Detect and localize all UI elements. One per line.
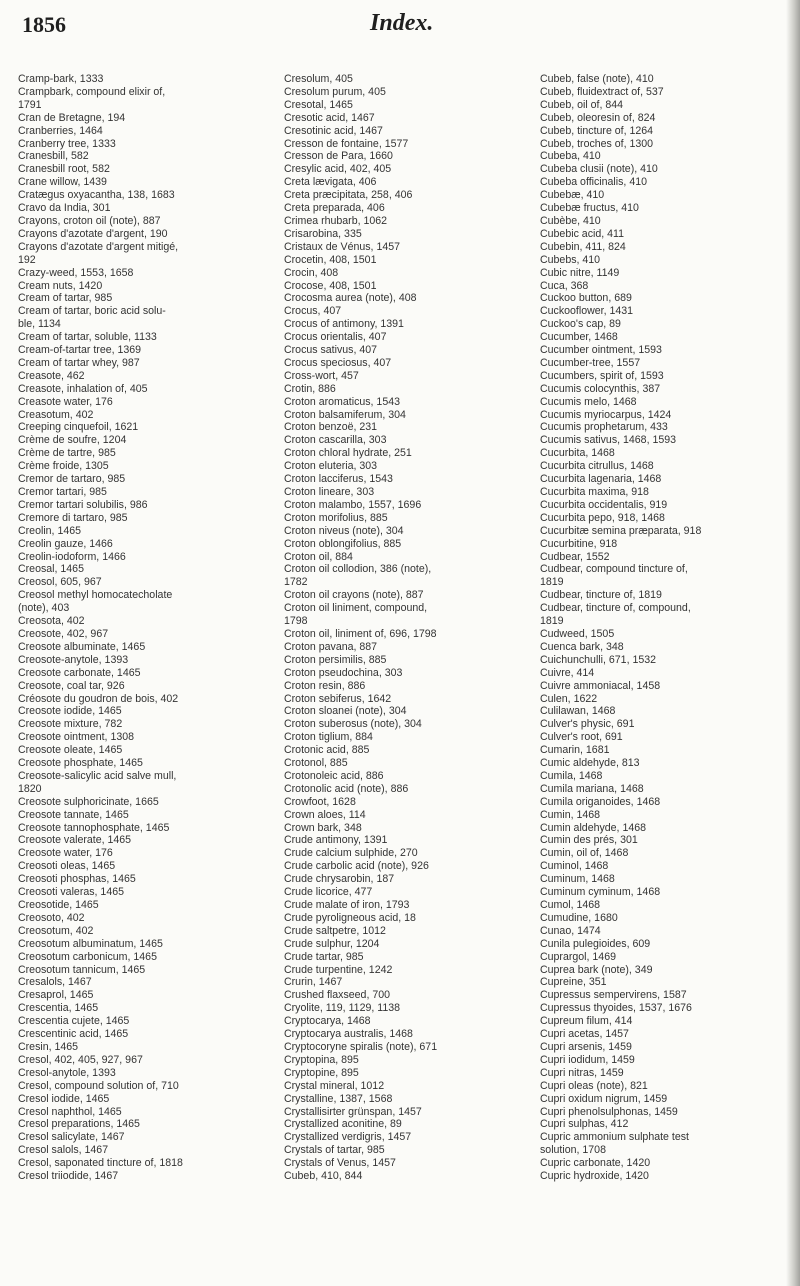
index-entry: Crude antimony, 1391 (284, 834, 388, 847)
index-entry: Crystalline, 1387, 1568 (284, 1092, 393, 1105)
index-entry: Crotonic acid, 885 (284, 744, 370, 757)
index-entry: Crocosma aurea (note), 408 (284, 292, 417, 305)
index-entry: Creosote iodide, 1465 (18, 705, 122, 718)
index-entry: Cuminum, 1468 (540, 873, 615, 886)
index-entry: Crimea rhubarb, 1062 (284, 214, 388, 227)
index-entry: Cranesbill, 582 (18, 150, 89, 163)
index-column-1 (18, 73, 280, 1183)
index-entry: Cubeba clusii (note), 410 (540, 163, 658, 176)
index-entry: Croton benzoë, 231 (284, 421, 378, 434)
index-entry: Cupressus sempervirens, 1587 (540, 989, 687, 1002)
index-entry: Cuckoo's cap, 89 (540, 318, 621, 331)
index-entry: Cresol, saponated tincture of, 1818 (18, 1157, 183, 1170)
index-entry: 1819 (540, 576, 564, 589)
index-entry: Crotin, 886 (284, 382, 336, 395)
index-entry: Cremor tartari, 985 (18, 486, 107, 498)
index-entry: Cupri oxidum nigrum, 1459 (540, 1092, 668, 1105)
index-entry: Cucumis colocynthis, 387 (540, 382, 661, 395)
index-entry: Cudbear, compound tincture of, (540, 563, 688, 576)
index-column-3 (540, 73, 800, 1183)
index-entry: Crocus of antimony, 1391 (284, 318, 404, 331)
index-entry: Croton oil crayons (note), 887 (284, 589, 424, 602)
index-entry: Cuminum cyminum, 1468 (540, 886, 661, 899)
index-entry: Croton cascarilla, 303 (284, 434, 387, 447)
index-entry: Creosotide, 1465 (18, 899, 99, 911)
index-entry: Cumudine, 1680 (540, 911, 618, 924)
index-entry: Cucurbitine, 918 (540, 537, 618, 550)
index-entry: Cryptopina, 895 (284, 1053, 359, 1066)
page-number: 1856 (22, 12, 66, 37)
index-entry: Cubebic acid, 411 (540, 227, 625, 240)
index-entry: Croton chloral hydrate, 251 (284, 447, 412, 460)
index-entry: Cucumbers, spirit of, 1593 (540, 369, 664, 382)
index-entry: Crude pyroligneous acid, 18 (284, 911, 416, 924)
index-entry: Crocus sativus, 407 (284, 344, 378, 357)
index-entry: Cryptocarya, 1468 (284, 1015, 371, 1028)
index-entry: Crescentinic acid, 1465 (18, 1028, 129, 1041)
index-entry: Croton pavana, 887 (284, 640, 378, 653)
index-entry: Croton oil, 884 (284, 550, 353, 563)
index-entry: Cupreine, 351 (540, 976, 607, 989)
page-header (0, 0, 800, 60)
index-column-2 (284, 73, 534, 1183)
index-entry: Cuivre, 414 (540, 666, 595, 679)
index-entry: Creosote carbonate, 1465 (18, 666, 141, 679)
index-entry: Creosote water, 176 (18, 847, 113, 860)
index-entry: Cresol preparations, 1465 (18, 1118, 140, 1131)
index-entry: Cumila origanoides, 1468 (540, 795, 661, 808)
index-entry: Creosote mixture, 782 (18, 718, 123, 731)
index-entry: Crystals of Venus, 1457 (284, 1157, 396, 1170)
index-entry: Crystals of tartar, 985 (284, 1144, 385, 1157)
index-entry: Cresson de fontaine, 1577 (284, 137, 409, 150)
index-entry: Croton aromaticus, 1543 (284, 395, 401, 408)
index-entry: Creosoti oleas, 1465 (18, 860, 116, 873)
index-entry: Cresotal, 1465 (284, 98, 353, 111)
index-entry: Croton sloanei (note), 304 (284, 705, 407, 718)
index-entry: Cuichunchulli, 671, 1532 (540, 653, 657, 666)
index-entry: Cremor tartari solubilis, 986 (18, 498, 148, 511)
index-entry: Crisarobina, 335 (284, 227, 362, 240)
index-entry: Cresol, compound solution of, 710 (18, 1079, 179, 1092)
index-entry: Cucumis sativus, 1468, 1593 (540, 434, 677, 447)
index-entry: Cubeb, fluidextract of, 537 (540, 85, 664, 98)
index-entry: Cresol triiodide, 1467 (18, 1170, 119, 1183)
index-entry: Creosoto, 402 (18, 911, 85, 924)
index-entry: Culver's physic, 691 (540, 718, 635, 731)
index-entry: Cream of tartar whey, 987 (18, 356, 140, 369)
index-entry: Crude calcium sulphide, 270 (284, 847, 418, 860)
index-entry: Cresaprol, 1465 (18, 989, 94, 1002)
index-entry: Cucumis myriocarpus, 1424 (540, 408, 672, 421)
index-entry: Crocus orientalis, 407 (284, 331, 387, 344)
index-entry: Creosotum carbonicum, 1465 (18, 950, 157, 963)
index-entry: Crowfoot, 1628 (284, 795, 356, 808)
index-entry: Culen, 1622 (540, 692, 598, 705)
index-entry: Crampbark, compound elixir of, (18, 85, 166, 98)
index-entry: Crocin, 408 (284, 266, 339, 279)
index-entry: Cupri sulphas, 412 (540, 1118, 629, 1131)
index-entry: Croton tiglium, 884 (284, 731, 373, 744)
index-entry: Cupri acetas, 1457 (540, 1028, 629, 1041)
running-head: Index. (370, 10, 434, 36)
index-entry: Crazy-weed, 1553, 1658 (18, 266, 134, 279)
index-entry: Cucumber, 1468 (540, 331, 618, 344)
index-entry: Crotonolic acid (note), 886 (284, 782, 409, 795)
index-entry: Cuprargol, 1469 (540, 950, 616, 963)
index-entry: Cuenca bark, 348 (540, 640, 624, 653)
index-entry: Crystallized verdigris, 1457 (284, 1131, 412, 1144)
index-entry: Cravo da India, 301 (18, 202, 111, 215)
index-entry: Cumila, 1468 (540, 769, 603, 782)
index-entry: Cupri phenolsulphonas, 1459 (540, 1105, 678, 1118)
index-entry: Cramp-bark, 1333 (18, 73, 104, 85)
index-entry: Crude chrysarobin, 187 (284, 873, 395, 886)
index-entry: solution, 1708 (540, 1144, 606, 1157)
index-entry: Cryptocarya australis, 1468 (284, 1028, 413, 1041)
index-entry: Croton sebiferus, 1642 (284, 692, 392, 705)
index-entry: Crown bark, 348 (284, 821, 362, 834)
index-entry: Crude malate of iron, 1793 (284, 899, 410, 911)
index-entry: Creosote-salicylic acid salve mull, (18, 769, 177, 782)
index-entry: Croton morifolius, 885 (284, 511, 388, 524)
index-entry: Creasote water, 176 (18, 395, 113, 408)
index-entry: Crescentia cujete, 1465 (18, 1015, 130, 1028)
index-entry: Cupressus thyoides, 1537, 1676 (540, 1002, 692, 1015)
index-entry: Cross-wort, 457 (284, 369, 359, 382)
index-entry: Cresolum purum, 405 (284, 85, 386, 98)
index-entry: Crème de tartre, 985 (18, 447, 116, 460)
index-entry: Creosote, 402, 967 (18, 627, 109, 640)
index-entry: Creosota, 402 (18, 615, 85, 628)
index-entry: Crotonol, 885 (284, 757, 348, 770)
index-entry: Creta preparada, 406 (284, 202, 385, 215)
index-entry: Croton balsamiferum, 304 (284, 408, 406, 421)
index-entry: Cubeb, oil of, 844 (540, 98, 624, 111)
index-entry: Cudbear, tincture of, 1819 (540, 589, 662, 602)
index-entry: Cubebin, 411, 824 (540, 240, 626, 253)
index-entry: Cumin, 1468 (540, 808, 601, 821)
index-entry: Cubeb, oleoresin of, 824 (540, 111, 656, 124)
index-entry: Cucurbita, 1468 (540, 447, 615, 460)
index-entry: Crushed flaxseed, 700 (284, 989, 391, 1002)
index-entry: Creosotum, 402 (18, 924, 94, 937)
index-entry: 1782 (284, 576, 308, 589)
index-entry: Cran de Bretagne, 194 (18, 111, 126, 124)
index-entry: Cudbear, tincture of, compound, (540, 602, 691, 615)
index-entry: Creosoti phosphas, 1465 (18, 873, 136, 886)
index-entry: Cucurbita maxima, 918 (540, 486, 649, 498)
index-entry: Cucumis melo, 1468 (540, 395, 637, 408)
index-entry: Cubebæ, 410 (540, 189, 605, 202)
index-entry: Creosote valerate, 1465 (18, 834, 132, 847)
index-entry: Creosoti valeras, 1465 (18, 886, 124, 899)
index-entry: Croton pseudochina, 303 (284, 666, 403, 679)
index-entry: Croton suberosus (note), 304 (284, 718, 422, 731)
index-entry: Croton lacciferus, 1543 (284, 473, 393, 486)
index-entry: Cudbear, 1552 (540, 550, 610, 563)
index-entry: Cubeba, 410 (540, 150, 601, 163)
index-entry: Crude turpentine, 1242 (284, 963, 393, 976)
index-entry: Crurin, 1467 (284, 976, 343, 989)
index-entry: Crème de soufre, 1204 (18, 434, 127, 447)
index-entry: Creasote, inhalation of, 405 (18, 382, 148, 395)
index-entry: Cumarin, 1681 (540, 744, 610, 757)
index-entry: Cresin, 1465 (18, 1040, 79, 1053)
index-entry: Crystal mineral, 1012 (284, 1079, 385, 1092)
index-entry: Cupri arsenis, 1459 (540, 1040, 632, 1053)
index-entry: Creosotum albuminatum, 1465 (18, 937, 163, 950)
index-entry: Creosotum tannicum, 1465 (18, 963, 146, 976)
index-entry: Cresol salols, 1467 (18, 1144, 109, 1157)
index-entry: Cucurbitæ semina præparata, 918 (540, 524, 702, 537)
index-entry: Cucumber ointment, 1593 (540, 344, 662, 357)
index-entry: Cubeb, tincture of, 1264 (540, 124, 654, 137)
index-entry: Cratægus oxyacantha, 138, 1683 (18, 189, 175, 202)
index-entry: 1798 (284, 615, 308, 628)
index-entry: Crocus, 407 (284, 305, 342, 318)
index-entry: Creosote sulphoricinate, 1665 (18, 795, 159, 808)
index-entry: Crotonoleic acid, 886 (284, 769, 384, 782)
index-entry: Cremore di tartaro, 985 (18, 511, 128, 524)
index-entry: Cumin, oil of, 1468 (540, 847, 629, 860)
index-entry: Cream nuts, 1420 (18, 279, 103, 292)
index-entry: Crocus speciosus, 407 (284, 356, 392, 369)
index-entry: Cuckoo button, 689 (540, 292, 632, 305)
index-entry: Cubeb, false (note), 410 (540, 73, 654, 85)
index-entry: Cranberries, 1464 (18, 124, 103, 137)
index-entry: Crystallized aconitine, 89 (284, 1118, 402, 1131)
index-entry: Creosote oleate, 1465 (18, 744, 123, 757)
index-entry: Cubeba officinalis, 410 (540, 176, 647, 189)
index-entry: Cucurbita pepo, 918, 1468 (540, 511, 665, 524)
index-entry: Cucumber-tree, 1557 (540, 356, 641, 369)
index-entry: Crude saltpetre, 1012 (284, 924, 386, 937)
index-entry: Cumol, 1468 (540, 899, 601, 911)
index-entry: Crocetin, 408, 1501 (284, 253, 377, 266)
index-entry: Crayons d'azotate d'argent mitigé, (18, 240, 179, 253)
index-entry: Cubebæ fructus, 410 (540, 202, 639, 215)
index-entry: Cupri oleas (note), 821 (540, 1079, 648, 1092)
index-entry: Crème froide, 1305 (18, 460, 109, 473)
index-entry: Cuprea bark (note), 349 (540, 963, 653, 976)
index-entry: Cristaux de Vénus, 1457 (284, 240, 401, 253)
index-entry: Creosote tannophosphate, 1465 (18, 821, 170, 834)
index-entry: Cubèbe, 410 (540, 214, 601, 227)
index-entry: Creosol methyl homocatecholate (18, 589, 173, 602)
index-entry: Crude sulphur, 1204 (284, 937, 380, 950)
index-entry: Creosote-anytole, 1393 (18, 653, 129, 666)
index-entry: Cupric hydroxide, 1420 (540, 1170, 649, 1183)
index-entry: Croton malambo, 1557, 1696 (284, 498, 422, 511)
index-entry: Cresalols, 1467 (18, 976, 92, 989)
index-entry: 1820 (18, 782, 42, 795)
index-entry: Creolin-iodoform, 1466 (18, 550, 126, 563)
index-entry: Cremor de tartaro, 985 (18, 473, 126, 486)
index-entry: Creasote, 462 (18, 369, 85, 382)
index-entry: Crown aloes, 114 (284, 808, 366, 821)
index-entry: Croton persimilis, 885 (284, 653, 387, 666)
index-entry: Creasotum, 402 (18, 408, 94, 421)
index-entry: Cubeb, 410, 844 (284, 1170, 363, 1183)
index-entry: Cucurbita lagenaria, 1468 (540, 473, 662, 486)
index-entry: Cryolite, 119, 1129, 1138 (284, 1002, 401, 1015)
index-entry: Cranesbill root, 582 (18, 163, 110, 176)
index-entry: Croton eluteria, 303 (284, 460, 378, 473)
index-entry: Cryptocoryne spiralis (note), 671 (284, 1040, 438, 1053)
index-entry: Cuckooflower, 1431 (540, 305, 634, 318)
index-entry: Crude carbolic acid (note), 926 (284, 860, 429, 873)
index-entry: Cunila pulegioides, 609 (540, 937, 651, 950)
index-entry: Creolin, 1465 (18, 524, 82, 537)
index-entry: Crude licorice, 477 (284, 886, 373, 899)
index-entry: Cranberry tree, 1333 (18, 137, 116, 150)
index-entry: Creeping cinquefoil, 1621 (18, 421, 139, 434)
index-entry: Cresol naphthol, 1465 (18, 1105, 122, 1118)
index-entry: Creosote, coal tar, 926 (18, 679, 125, 692)
index-entry: Creosote ointment, 1308 (18, 731, 135, 744)
index-entry: Creosal, 1465 (18, 563, 84, 576)
index-entry: Cuminol, 1468 (540, 860, 609, 873)
index-entry: Crude tartar, 985 (284, 950, 364, 963)
index-entry: Cream-of-tartar tree, 1369 (18, 344, 142, 357)
index-entry: Crane willow, 1439 (18, 176, 107, 189)
index-entry: Cupri iodidum, 1459 (540, 1053, 635, 1066)
index-entry: Culver's root, 691 (540, 731, 623, 744)
index-entry: Cupreum filum, 414 (540, 1015, 633, 1028)
index-entry: Crocose, 408, 1501 (284, 279, 377, 292)
index-entry: Croton oil, liniment of, 696, 1798 (284, 627, 437, 640)
index-entry: Creosote phosphate, 1465 (18, 757, 143, 770)
index-entry: Cresol-anytole, 1393 (18, 1066, 116, 1079)
index-entry: 192 (18, 253, 36, 266)
index-entry: Crayons, croton oil (note), 887 (18, 214, 161, 227)
index-entry: Culilawan, 1468 (540, 705, 616, 718)
index-entry: (note), 403 (18, 602, 70, 615)
index-entry: Croton resin, 886 (284, 679, 366, 692)
index-entry: Croton oil liniment, compound, (284, 602, 428, 615)
index-entry: Cresol salicylate, 1467 (18, 1131, 125, 1144)
index-entry: Cupric ammonium sulphate test (540, 1131, 689, 1144)
index-entry: Crystallisirter grünspan, 1457 (284, 1105, 422, 1118)
index-entry: 1791 (18, 98, 42, 111)
index-entry: Creta præcipitata, 258, 406 (284, 189, 413, 202)
index-entry: Cresson de Para, 1660 (284, 150, 393, 163)
index-entry: Cresol iodide, 1465 (18, 1092, 110, 1105)
index-entry: Cresol, 402, 405, 927, 967 (18, 1053, 143, 1066)
index-entry: Croton lineare, 303 (284, 486, 375, 498)
index-entry: Cucurbita citrullus, 1468 (540, 460, 654, 473)
index-entry: Crescentia, 1465 (18, 1002, 99, 1015)
index-entry: Cuca, 368 (540, 279, 589, 292)
index-entry: Cupri nitras, 1459 (540, 1066, 624, 1079)
index-entry: Cucurbita occidentalis, 919 (540, 498, 668, 511)
index-entry: Creolin gauze, 1466 (18, 537, 113, 550)
index-entry: Cryptopine, 895 (284, 1066, 359, 1079)
index-entry: Cucumis prophetarum, 433 (540, 421, 668, 434)
index-entry: Crayons d'azotate d'argent, 190 (18, 227, 168, 240)
index-entry: 1819 (540, 615, 564, 628)
index-entry: Croton oil collodion, 386 (note), (284, 563, 432, 576)
index-entry: Cresolum, 405 (284, 73, 353, 85)
index-entry: Cubic nitre, 1149 (540, 266, 620, 279)
index-entry: Cupric carbonate, 1420 (540, 1157, 651, 1170)
index-entry: Cresylic acid, 402, 405 (284, 163, 392, 176)
index-entry: Cumin aldehyde, 1468 (540, 821, 647, 834)
index-entry: Cream of tartar, boric acid solu- (18, 305, 166, 318)
index-entry: Creosote albuminate, 1465 (18, 640, 146, 653)
index-entry: Cubeb, troches of, 1300 (540, 137, 654, 150)
index-entry: Cubebs, 410 (540, 253, 601, 266)
index-entry: Cumila mariana, 1468 (540, 782, 644, 795)
index-entry: Cunao, 1474 (540, 924, 601, 937)
index-entry: Creosote tannate, 1465 (18, 808, 129, 821)
index-entry: Cumic aldehyde, 813 (540, 757, 640, 770)
index-entry: Cudweed, 1505 (540, 627, 615, 640)
index-entry: Croton oblongifolius, 885 (284, 537, 402, 550)
index-entry: Cumin des prés, 301 (540, 834, 638, 847)
index-entry: Cresotinic acid, 1467 (284, 124, 383, 137)
index-entry: Cuivre ammoniacal, 1458 (540, 679, 661, 692)
index-entry: Créosote du goudron de bois, 402 (18, 692, 179, 705)
index-entry: Cream of tartar, soluble, 1133 (18, 331, 157, 344)
index-entry: Creosol, 605, 967 (18, 576, 102, 589)
index-entry: Croton niveus (note), 304 (284, 524, 404, 537)
index-entry: Cresotic acid, 1467 (284, 111, 375, 124)
index-entry: Creta lævigata, 406 (284, 176, 377, 189)
page-edge-shadow (786, 0, 800, 1286)
index-entry: ble, 1134 (18, 318, 61, 331)
index-entry: Cream of tartar, 985 (18, 292, 113, 305)
